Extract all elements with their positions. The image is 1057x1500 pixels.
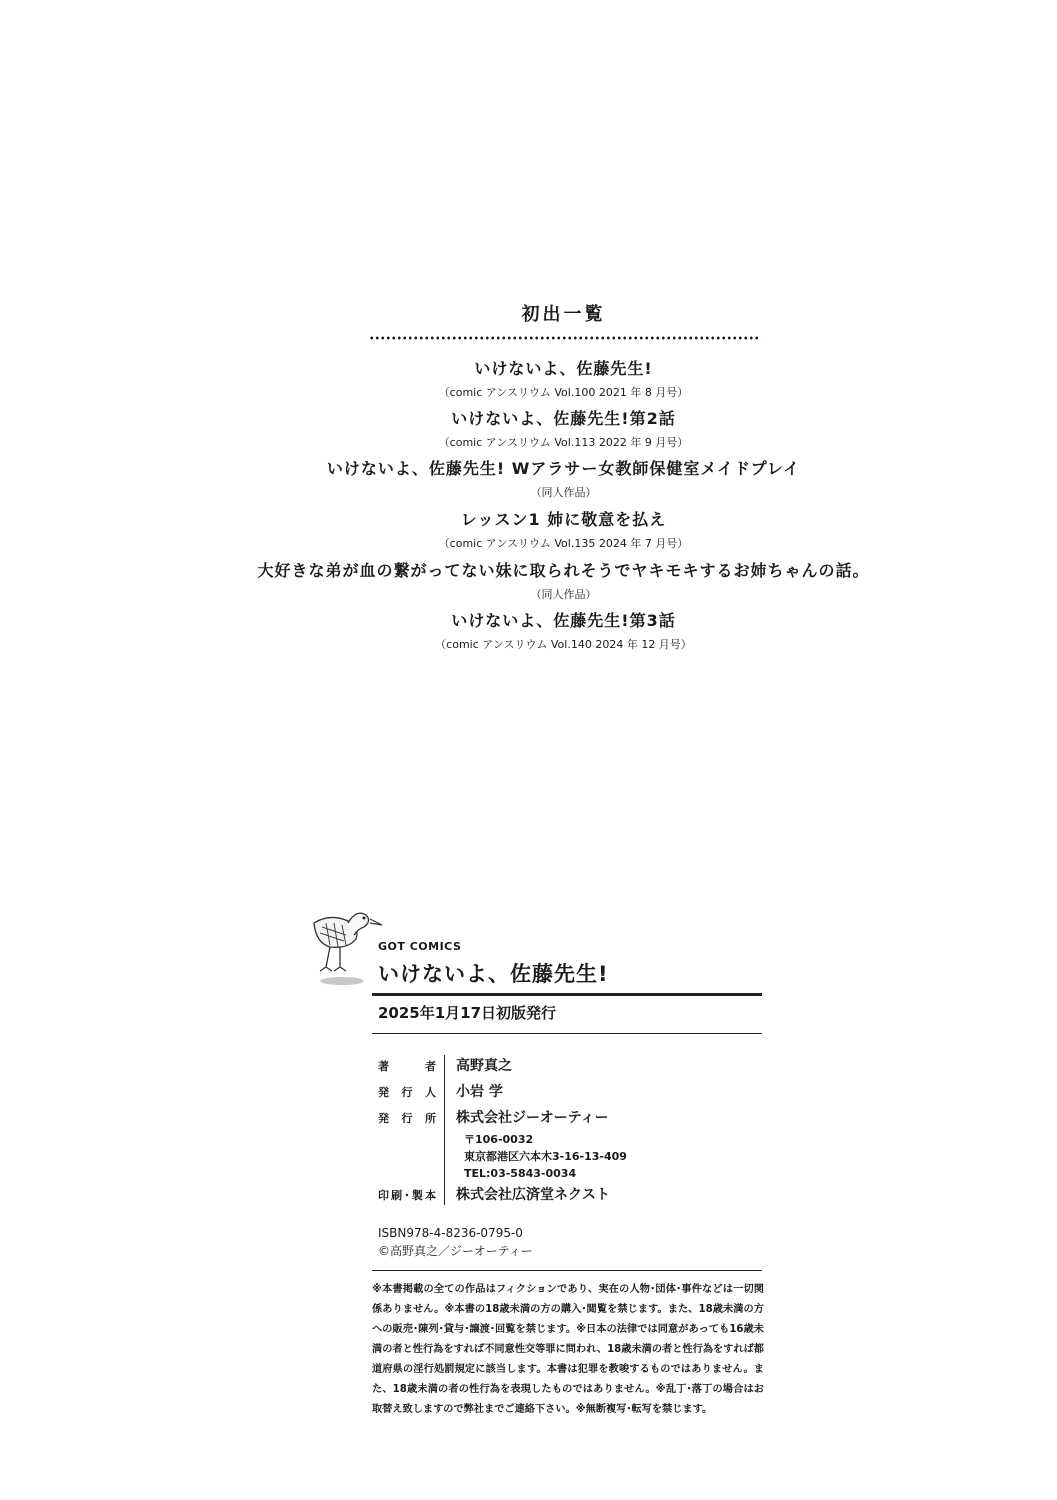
- credit-value: 小岩 学: [456, 1084, 503, 1100]
- entry-source: （comic アンスリウム Vol.135 2024 年 7 月号）: [438, 537, 689, 550]
- publish-date: 2025年1月17日初版発行: [378, 1004, 557, 1022]
- first-appearance-title: 初出一覧: [521, 304, 606, 325]
- publisher-address: [464, 1131, 627, 1182]
- credit-label: 印刷･製本: [378, 1189, 436, 1202]
- credit-label: 著 者: [378, 1060, 436, 1073]
- telephone: TEL:03-5843-0034: [464, 1167, 577, 1180]
- entry-title: レッスン1 姉に敬意を払え: [460, 510, 667, 529]
- credit-label: 発行所: [378, 1112, 436, 1125]
- entry-title: いけないよ、佐藤先生!: [474, 359, 653, 378]
- entry-5: [0, 558, 1057, 602]
- entry-source: （comic アンスリウム Vol.140 2024 年 12 月号）: [435, 638, 692, 651]
- isbn-block: [378, 1224, 533, 1260]
- imprint-label: GOT COMICS: [378, 940, 462, 953]
- entry-source: （comic アンスリウム Vol.100 2021 年 8 月号）: [438, 386, 689, 399]
- entry-4: [0, 507, 1057, 551]
- credit-value: 株式会社ジーオーティー: [456, 1110, 609, 1126]
- credits-divider: [444, 1055, 445, 1205]
- entry-title: 大好きな弟が血の繋がってない妹に取られそうでヤキモキするお姉ちゃんの話。: [257, 561, 870, 580]
- isbn: ISBN978-4-8236-0795-0: [378, 1226, 523, 1240]
- entry-title: いけないよ、佐藤先生! Wアラサー女教師保健室メイドプレイ: [326, 459, 801, 478]
- entry-source: （同人作品）: [530, 486, 597, 499]
- entry-6: [0, 608, 1057, 652]
- postal-code: 〒106-0032: [464, 1133, 534, 1146]
- divider: [372, 1270, 762, 1271]
- bird-logo-icon: [300, 905, 385, 990]
- credit-label: 発行人: [378, 1086, 436, 1099]
- dotted-divider: [369, 336, 761, 340]
- title-rule: [372, 993, 762, 996]
- credit-value: 高野真之: [456, 1058, 512, 1074]
- copyright: ©高野真之／ジーオーティー: [378, 1244, 533, 1258]
- entry-title: いけないよ、佐藤先生!第3話: [451, 611, 676, 630]
- entry-1: [0, 356, 1057, 400]
- entry-title: いけないよ、佐藤先生!第2話: [451, 409, 676, 428]
- legal-notice: ※本書掲載の全ての作品はフィクションであり、実在の人物･団体･事件などは一切関係ありません。※本書の18歳未満の方の購入･閲覧を禁じます。また、18歳未満の方への販売･陳列･貸与･譲渡･回覧を禁じます。※日本の法律では同意があっても16歳未満の者と性行為をすれば不同意性交等罪に問われ、18歳未満の者と性行為をすれば都道府県の淫行処罰規定に該当します。本書は犯罪を教唆するものではありません。また、18歳未満の者の性行為を表現したものではありません。※乱丁･落丁の場合はお取替え致しますので弊社までご連絡下さい。※無断複写･転写を禁じます。: [372, 1284, 764, 1415]
- entry-3: [0, 456, 1057, 500]
- street-address: 東京都港区六本木3-16-13-409: [464, 1150, 627, 1163]
- divider: [372, 1033, 762, 1034]
- entry-source: （comic アンスリウム Vol.113 2022 年 9 月号）: [438, 436, 689, 449]
- entry-2: [0, 406, 1057, 450]
- entry-source: （同人作品）: [530, 588, 597, 601]
- book-title: いけないよ、佐藤先生!: [378, 962, 609, 986]
- credit-value: 株式会社広済堂ネクスト: [456, 1187, 610, 1203]
